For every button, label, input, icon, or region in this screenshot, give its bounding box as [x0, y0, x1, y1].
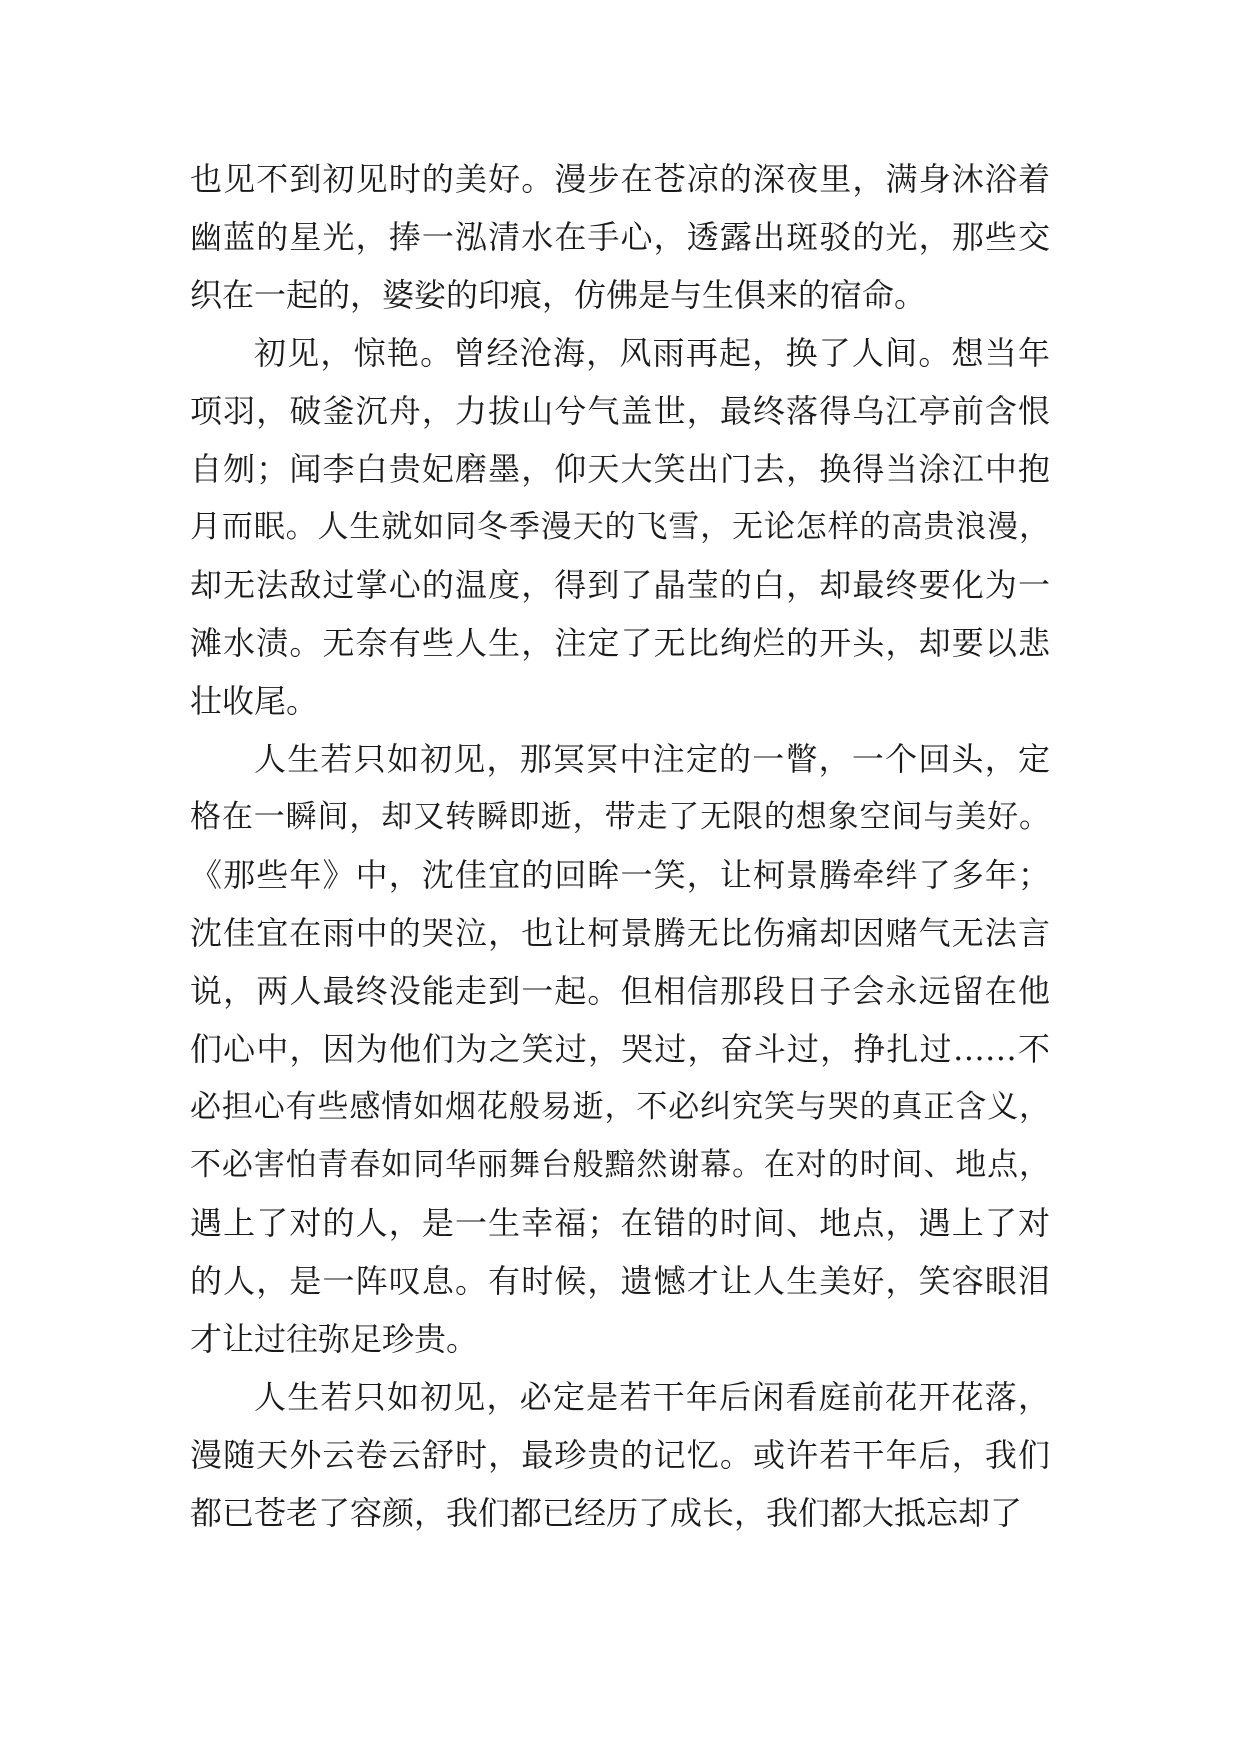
text-line: 人生若只如初见，必定是若干年后闲看庭前花开花落， — [254, 1378, 1050, 1416]
text-line: 遇上了对的人，是一生幸福；在错的时间、地点，遇上了对 — [190, 1204, 1050, 1242]
text-line: 格在一瞬间，却又转瞬即逝，带走了无限的想象空间与美好。 — [190, 799, 1050, 835]
text-line: 月而眠。人生就如同冬季漫天的飞雪，无论怎样的高贵浪漫， — [190, 509, 1050, 545]
text-line: 才让过往弥足珍贵。 — [190, 1320, 479, 1358]
document-page — [190, 150, 1050, 1542]
text-line: 却无法敌过掌心的温度，得到了晶莹的白，却最终要化为一 — [190, 566, 1050, 604]
text-line: 不必害怕青春如同华丽舞台般黯然谢幕。在对的时间、地点， — [190, 1147, 1050, 1183]
text-line: 都已苍老了容颜，我们都已经历了成长，我们都大抵忘却了 — [190, 1494, 1023, 1532]
text-line: 织在一起的，婆娑的印痕，仿佛是与生俱来的宿命。 — [190, 276, 927, 314]
paragraph — [190, 150, 1050, 324]
text-line: 漫随天外云卷云舒时，最珍贵的记忆。或许若干年后，我们 — [190, 1436, 1050, 1474]
text-line: 沈佳宜在雨中的哭泣，也让柯景腾无比伤痛却因赌气无法言 — [190, 914, 1050, 952]
text-line: 说，两人最终没能走到一起。但相信那段日子会永远留在他 — [190, 972, 1050, 1010]
text-line: 也见不到初见时的美好。漫步在苍凉的深夜里，满身沐浴着 — [190, 160, 1050, 198]
paragraph — [190, 730, 1050, 1368]
paragraph — [190, 1368, 1050, 1542]
text-line: 的人，是一阵叹息。有时候，遗憾才让人生美好，笑容眼泪 — [190, 1262, 1050, 1300]
text-line: 们心中，因为他们为之笑过，哭过，奋斗过，挣扎过……不 — [190, 1030, 1050, 1068]
text-line: 必担心有些感情如烟花般易逝，不必纠究笑与哭的真正含义， — [190, 1089, 1050, 1125]
text-line: 壮收尾。 — [190, 682, 319, 720]
text-line: 自刎；闻李白贵妃磨墨，仰天大笑出门去，换得当涂江中抱 — [190, 450, 1050, 488]
paragraph — [190, 324, 1050, 730]
text-line: 人生若只如初见，那冥冥中注定的一瞥，一个回头，定 — [254, 740, 1050, 778]
text-line: 项羽，破釜沉舟，力拔山兮气盖世，最终落得乌江亭前含恨 — [190, 392, 1050, 430]
text-line: 滩水渍。无奈有些人生，注定了无比绚烂的开头，却要以悲 — [190, 624, 1050, 662]
text-line: 《那些年》中，沈佳宜的回眸一笑，让柯景腾牵绊了多年； — [190, 856, 1050, 894]
text-line: 幽蓝的星光，捧一泓清水在手心，透露出斑驳的光，那些交 — [190, 218, 1050, 256]
text-line: 初见，惊艳。曾经沧海，风雨再起，换了人间。想当年 — [254, 334, 1050, 372]
